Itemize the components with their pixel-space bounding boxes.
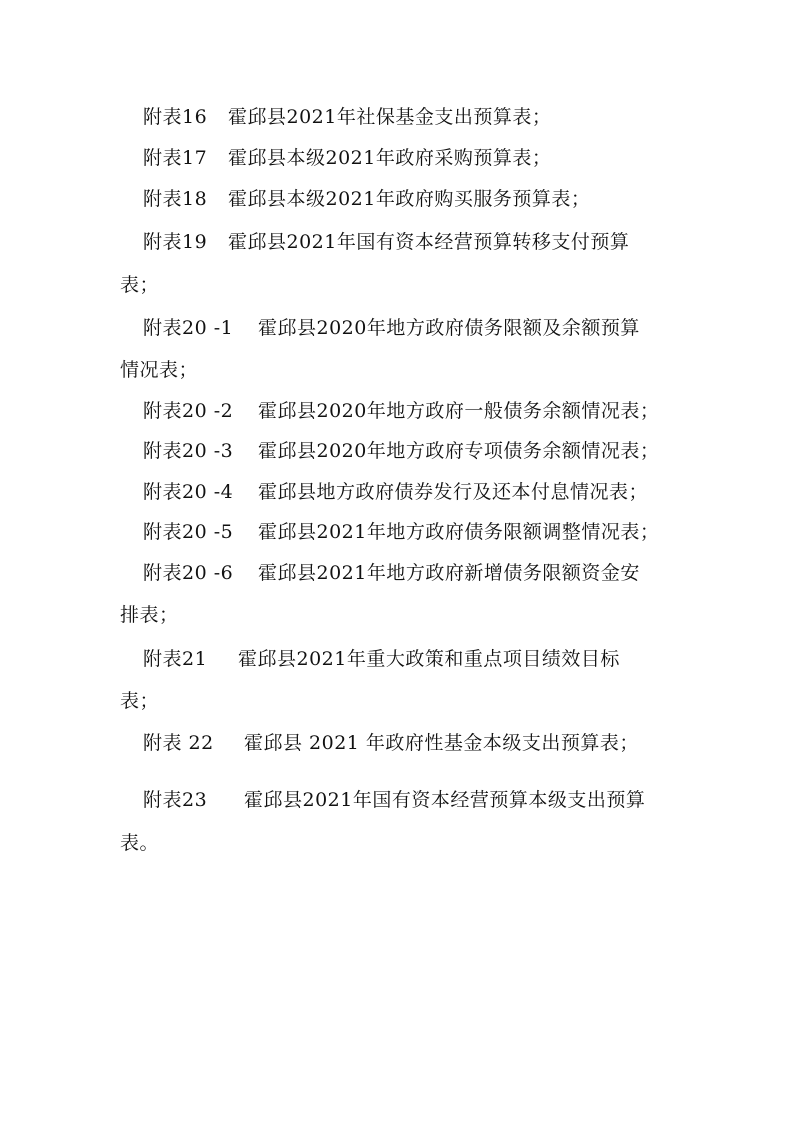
appendix-title: 霍邱县2021年重大政策和重点项目绩效目标 xyxy=(238,648,620,670)
appendix-title-continuation: 排表； xyxy=(120,604,179,626)
appendix-code: 附表20 -2 xyxy=(143,400,234,422)
appendix-code: 附表17 xyxy=(143,147,208,169)
appendix-title-continuation: 表； xyxy=(120,274,160,296)
appendix-title: 霍邱县本级2021年政府采购预算表； xyxy=(228,147,552,169)
appendix-code: 附表20 -1 xyxy=(143,317,234,339)
appendix-title: 霍邱县地方政府债券发行及还本付息情况表； xyxy=(258,481,649,503)
appendix-code: 附表18 xyxy=(143,188,208,210)
appendix-code: 附表21 xyxy=(143,648,208,670)
appendix-code: 附表 22 xyxy=(143,732,214,754)
appendix-code: 附表19 xyxy=(143,231,208,253)
appendix-title-continuation: 表； xyxy=(120,690,160,712)
appendix-code: 附表23 xyxy=(143,789,208,811)
appendix-code: 附表20 -3 xyxy=(143,440,234,462)
appendix-title: 霍邱县2021年地方政府债务限额调整情况表； xyxy=(258,521,660,543)
appendix-code: 附表16 xyxy=(143,106,208,128)
appendix-title: 霍邱县2021年国有资本经营预算本级支出预算 xyxy=(244,789,646,811)
appendix-title: 霍邱县2020年地方政府一般债务余额情况表； xyxy=(258,400,660,422)
appendix-title: 霍邱县2021年地方政府新增债务限额资金安 xyxy=(258,562,640,584)
appendix-code: 附表20 -4 xyxy=(143,481,234,503)
appendix-title: 霍邱县 2021 年政府性基金本级支出预算表； xyxy=(244,732,639,754)
appendix-title: 霍邱县2020年地方政府专项债务余额情况表； xyxy=(258,440,660,462)
appendix-title: 霍邱县2020年地方政府债务限额及余额预算 xyxy=(258,317,640,339)
appendix-title-continuation: 情况表； xyxy=(120,359,199,381)
appendix-code: 附表20 -6 xyxy=(143,562,234,584)
appendix-title: 霍邱县2021年社保基金支出预算表； xyxy=(228,106,552,128)
appendix-title-continuation: 表。 xyxy=(120,832,160,854)
appendix-title: 霍邱县本级2021年政府购买服务预算表； xyxy=(228,188,591,210)
appendix-code: 附表20 -5 xyxy=(143,521,234,543)
appendix-title: 霍邱县2021年国有资本经营预算转移支付预算 xyxy=(228,231,630,253)
